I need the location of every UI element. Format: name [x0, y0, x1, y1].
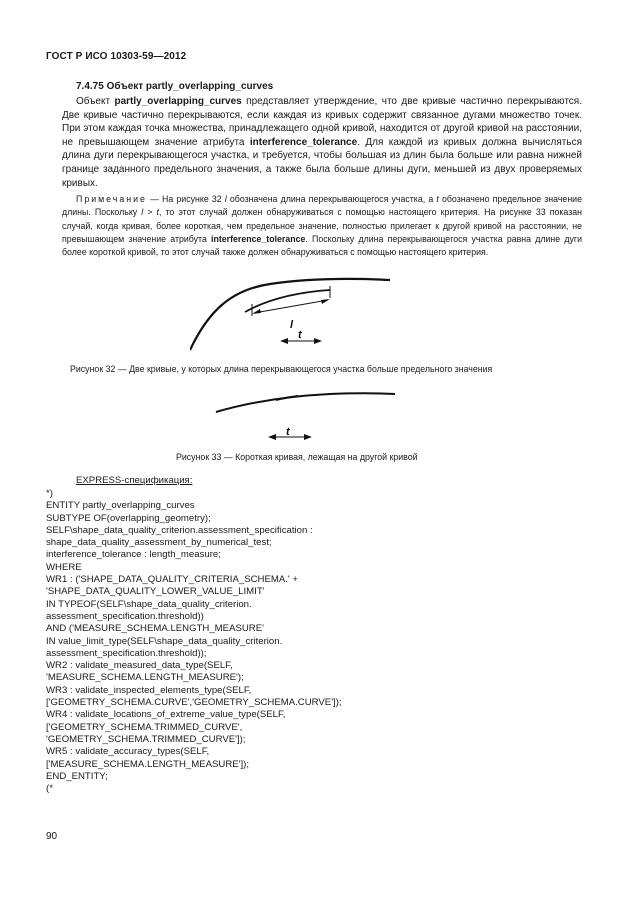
note-symbol-t2: t [156, 207, 159, 218]
note-paragraph [62, 193, 582, 259]
code-line: *) [46, 488, 53, 499]
code-line: (* [46, 783, 53, 795]
code-line: IN TYPEOF(SELF\shape_data_quality_criterion. [46, 598, 252, 610]
fig32-l-label: l [290, 319, 294, 331]
page-number: 90 [46, 831, 58, 842]
note-attr-name: interference_tolerance [211, 233, 306, 244]
code-line: assessment_specification.threshold)) [46, 610, 204, 622]
code-line: 'MEASURE_SCHEMA.LENGTH_MEASURE'); [46, 672, 244, 684]
express-code-block [46, 488, 342, 795]
code-line: WR3 : validate_inspected_elements_type(SELF, [46, 684, 252, 696]
code-line: SELF\shape_data_quality_criterion.assessment_specification : [46, 524, 313, 536]
fig33-t-arrowhead-right [304, 434, 312, 440]
note-text-b: обозначена длина перекрывающегося участка, а [226, 194, 437, 204]
note-symbol-l2: l [141, 207, 144, 218]
code-line: WR4 : validate_locations_of_extreme_value_type(SELF, [46, 709, 286, 721]
para1-attr-name: interference_tolerance [249, 136, 358, 148]
code-line: 'SHAPE_DATA_QUALITY_LOWER_VALUE_LIMIT' [46, 586, 265, 598]
figure-33 [210, 384, 400, 446]
fig33-long-curve [216, 393, 395, 412]
document-header: ГОСТ Р ИСО 10303-59—2012 [46, 51, 187, 62]
note-symbol-t: t [436, 194, 439, 204]
code-line: ['GEOMETRY_SCHEMA.CURVE','GEOMETRY_SCHEMA.CURVE']); [46, 697, 342, 709]
note-symbol-l: l [224, 194, 227, 204]
code-line: ['MEASURE_SCHEMA.LENGTH_MEASURE']); [46, 758, 250, 770]
code-line: IN value_limit_type(SELF\shape_data_quality_criterion. [46, 635, 283, 647]
code-line: assessment_specification.threshold)); [46, 647, 207, 659]
fig33-t-arrowhead-left [268, 434, 276, 440]
code-line: ENTITY partly_overlapping_curves [46, 500, 195, 512]
figure-32 [190, 272, 390, 352]
note-text-d: , то этот случай должен обнаруживаться с помощью настоящего критерия. На рисунке 33 показан случай, когда кривая, более короткая, чем предельное значение, полностью прилегает к другой кривой на расстоянии, не превышающем значение атрибута [62, 207, 582, 244]
code-line: WR2 : validate_measured_data_type(SELF, [46, 660, 233, 672]
figure-32-caption: Рисунок 32 — Две кривые, у которых длина перекрывающегося участка больше предельного значения [70, 364, 493, 374]
fig32-l-arrowhead-right [321, 299, 330, 304]
section-title: 7.4.75 Объект partly_overlapping_curves [76, 81, 274, 92]
code-line: SUBTYPE OF(overlapping_geometry); [46, 512, 211, 524]
fig32-long-curve [190, 279, 390, 350]
code-line: WR1 : ('SHAPE_DATA_QUALITY_CRITERIA_SCHEMA.' + [46, 574, 299, 586]
fig32-t-label: t [298, 329, 302, 341]
fig32-short-curve [245, 290, 330, 312]
para1-text-a: Объект [76, 96, 115, 107]
note-gt: > [143, 207, 157, 218]
code-line: END_ENTITY; [46, 770, 108, 782]
para1-entity-name: partly_overlapping_curves [114, 96, 242, 107]
code-line: AND ('MEASURE_SCHEMA.LENGTH_MEASURE' [46, 623, 264, 635]
para1-text-c: представляет утверждение, что две кривые частично перекрываются. Две кривые частично перекрываются, если каждая из кривых содержит связанное дугами множество точек. При этом каждая точка множества, принадлежащего одной кривой, находится от другой кривой на расстоянии, не превышающем значение атрибута [62, 96, 582, 148]
figure-33-caption: Рисунок 33 — Короткая кривая, лежащая на другой кривой [176, 452, 418, 462]
paragraph-description [62, 95, 582, 190]
code-line: WHERE [46, 561, 82, 573]
fig33-t-label: t [286, 426, 290, 438]
code-line: WR5 : validate_accuracy_types(SELF, [46, 746, 210, 758]
code-line: ['GEOMETRY_SCHEMA.TRIMMED_CURVE', [46, 721, 243, 733]
note-text-a: — На рисунке 32 [146, 194, 225, 204]
note-text-e: . Поскольку длина перекрывающегося участка равна длине дуги более короткой кривой, то этот случай также должен обнаруживаться с помощью настоящего критерия. [62, 233, 582, 258]
fig32-t-arrowhead-left [280, 338, 288, 344]
note-text-c: обозначено предельное значение длины. Поскольку [62, 194, 582, 218]
para1-text-e: . Для каждой из кривых должна вычисляться длина дуги перекрывающегося участка, и требуется, чтобы большая из длин была больше или равна нижней границе заданного предельного значения, а также была больше длины дуги, меньшей из двух проверяемых кривых. [62, 136, 583, 189]
fig32-l-arrowhead-left [252, 309, 261, 314]
express-spec-title: EXPRESS-спецификация: [76, 475, 193, 486]
code-line: interference_tolerance : length_measure; [46, 549, 221, 561]
code-line: 'GEOMETRY_SCHEMA.TRIMMED_CURVE']); [46, 733, 246, 745]
note-label: Примечание [76, 194, 147, 204]
fig32-t-arrowhead-right [314, 338, 322, 344]
code-line: shape_data_quality_assessment_by_numerical_test; [46, 537, 272, 549]
